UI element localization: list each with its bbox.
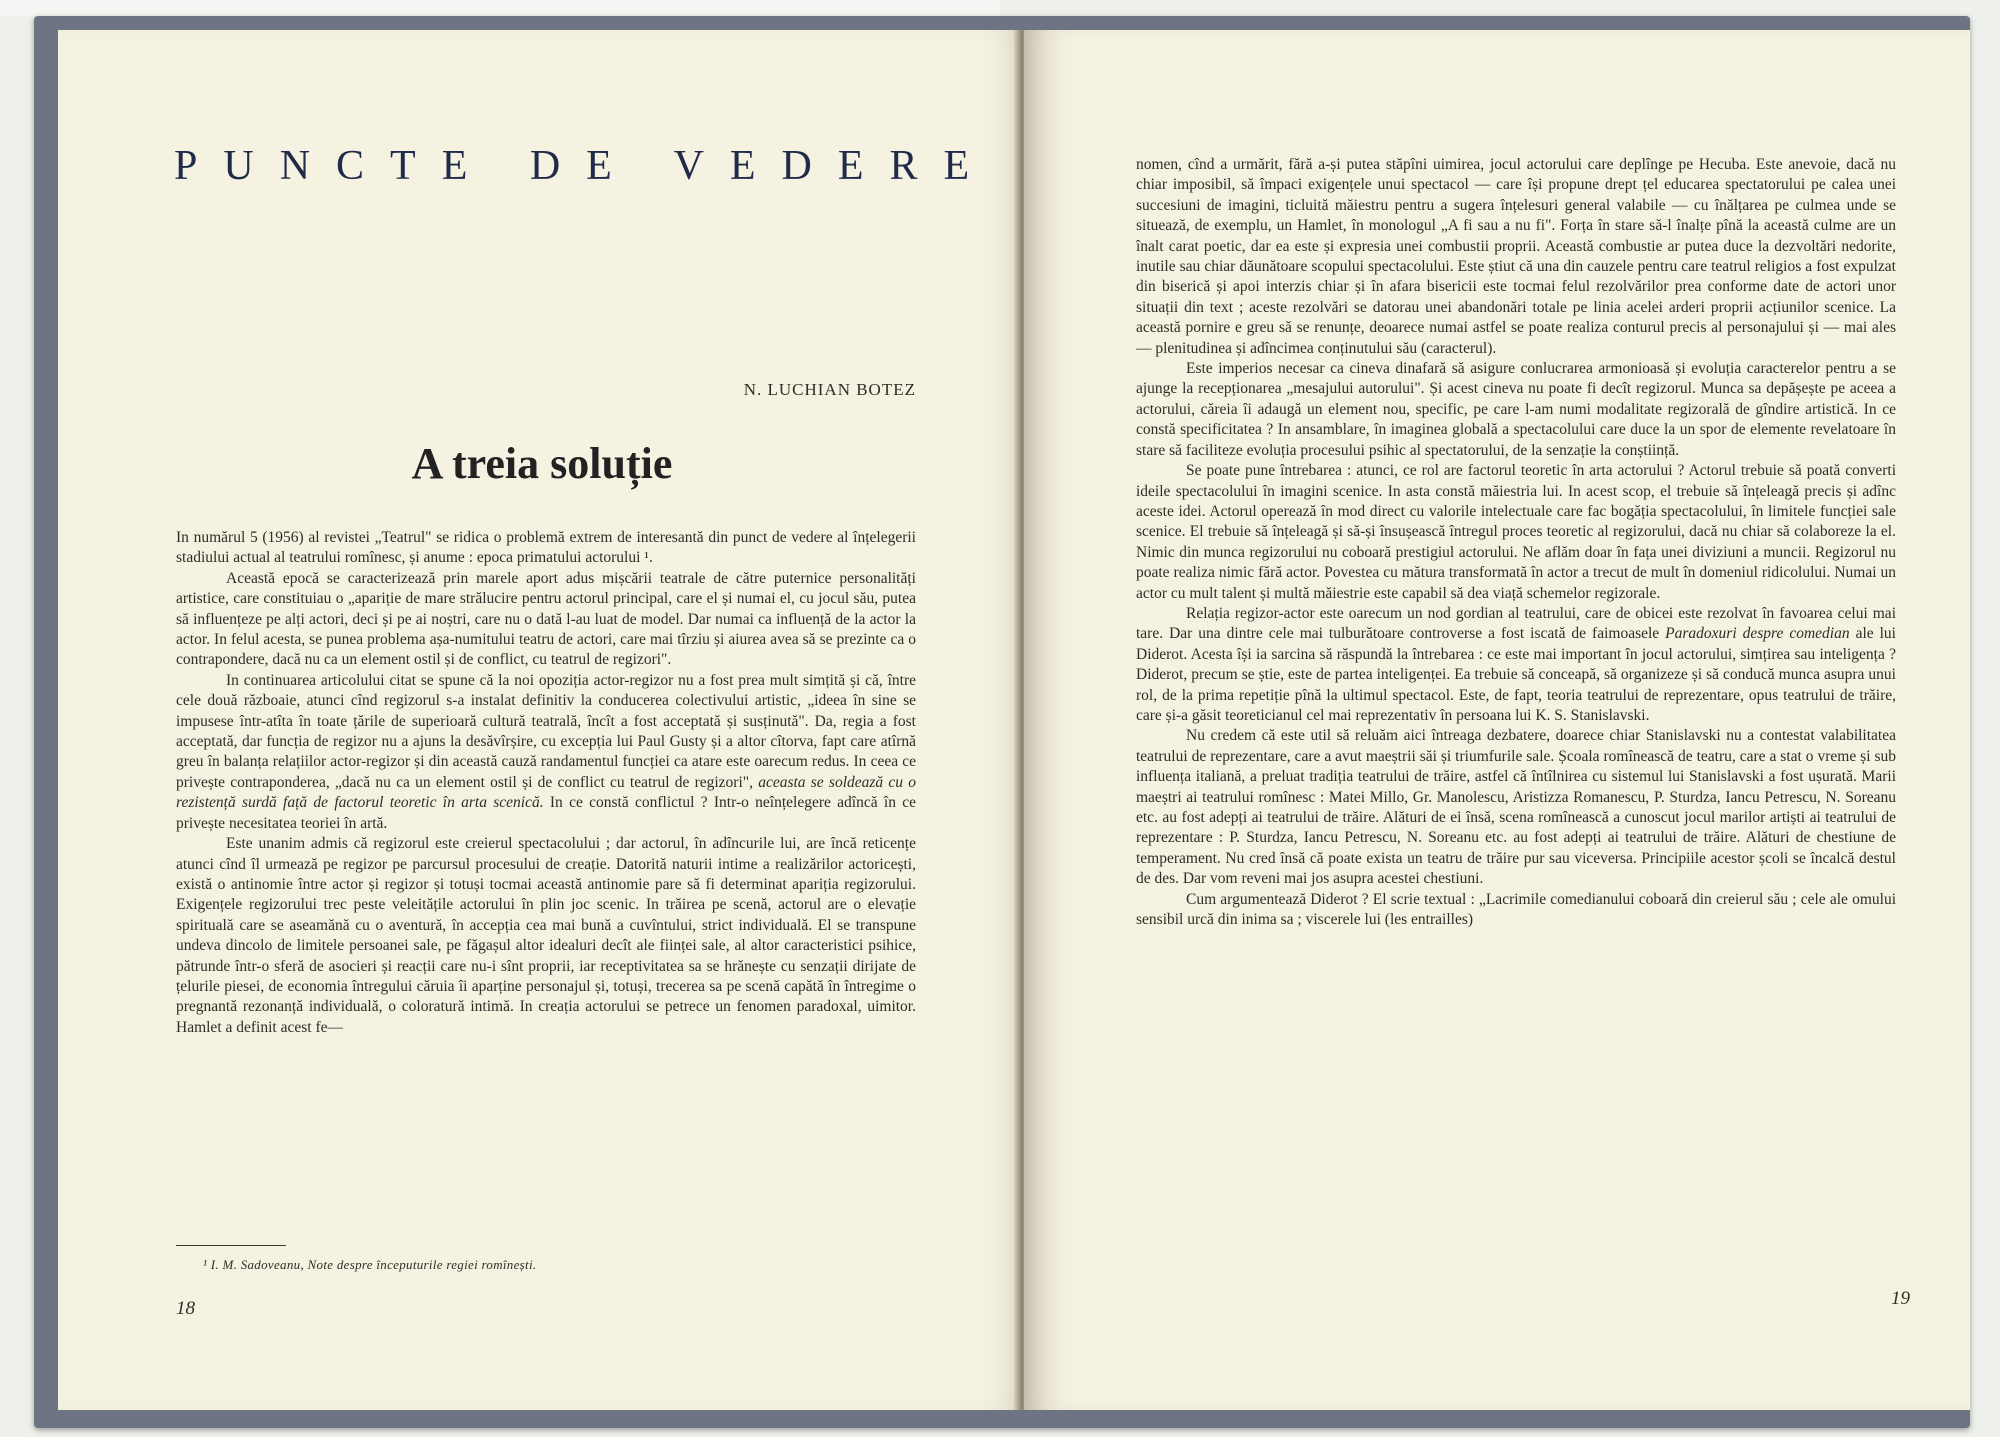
right-page — [1024, 30, 1970, 1410]
page-number: 18 — [176, 1298, 195, 1319]
paragraph-text: ale lui Diderot. Acesta își ia sarcina să răspundă la întrebarea : ce este mai important în jocul actorului, simțirea sau inteligența ? Diderot, precum se știe, este de partea inteligenței. Ea trebuie să conceapă, să organizeze și să conducă munca asupra unui rol, de la prima repetiție pînă la ultimul spectacol. Este, de fapt, teoria teatrului de reprezentare, opus teatrului de trăire, care și-a găsit teoreticianul cel mai reprezentativ în persoana lui K. S. Stanislavski. — [1136, 625, 1896, 724]
page-number: 19 — [1891, 1288, 1910, 1309]
emphasized-text: Paradoxuri despre comedian — [1665, 625, 1850, 643]
paragraph: Nu credem că este util să reluăm aici întreaga dezbatere, doarece chiar Stanislavski nu a contestat valabilitatea teatrului de reprezentare, care a avut maeștrii săi și triumfurile sale. Școala romînească de teatru, care a stat o vreme și sub influența italiană, a preluat tradiția teatrului de trăire, astfel că întîlnirea cu sistemul lui Stanislavski a fost ușurată. Marii maeștri ai teatrului romînesc : Matei Millo, Gr. Manolescu, Aristizza Romanescu, P. Sturdza, Iancu Petrescu, N. Soreanu etc. au fost adepți ai teatrului de trăire. Alături de ei însă, scena romînească a cunoscut jocul marilor artiști ai teatrului de reprezentare : P. Sturdza, Iancu Petrescu, N. Soreanu etc. au fost adepți ai teatrului de trăire. Alături de chestiune de temperament. Nu cred însă că poate exista un teatru de trăire pur sau viceversa. Principiile acestor școli se încalcă destul de des. Dar vom reveni mai jos asupra acestei chestiuni. — [1136, 727, 1896, 888]
paragraph-text: In continuarea articolului citat se spune că la noi opoziția actor-regizor nu a fost prea mult simțită și că, între cele două războaie, atunci cînd regizorul s-a instalat definitiv la conducerea colectivului artistic, „ideea în sine se impusese într-atîta în toate țările de superioară cultură teatrală, încît a fost acceptată și susținută". Da, regia a fost acceptată, dar funcția de regizor nu a ajuns la desăvîrșire, cu excepția lui Paul Gusty și a altor cîtorva, fapt care atîrnă greu în balanța relațiilor actor-regizor și din această cauză randamentul funcției ca atare este oarecum redus. In ceea ce privește contraponderea, „dacă nu ca un element ostil și de conflict cu teatrul de regizori", — [176, 671, 916, 791]
paragraph: Este unanim admis că regizorul este creierul spectacolului ; dar actorul, în adîncurile lui, are încă reticențe atunci cînd îl urmează pe regizor pe parcursul procesului de creație. Datorită naturii intime a realizărilor actoricești, există o antinomie între actor și regizor și totuși tocmai această antinomie pare să fi determinat apariția regizorului. Exigențele regizorului trec peste veleitățile actorului în plin joc scenic. In trăirea pe scenă, actorul are o elevație spirituală care se aseamănă cu o aventură, în accepția cea mai bună a cuvîntului, strict individuală. El se transpune undeva dincolo de limitele persoanei sale, pe făgașul altor idealuri decît ale ființei sale, al altor caracteristici psihice, pătrunde într-o sferă de asocieri și reacții care nu-i sînt proprii, iar receptivitatea sa se hrănește cu senzații dirijate de țelurile piesei, de economia întregului căruia îi aparține personajul și, totuși, trecerea sa pe scenă capătă în întregime o pregnantă rezonanță individuală, o coloratură intimă. In creația actorului se petrece un fenomen paradoxal, uimitor. Hamlet a definit acest fe— — [176, 835, 916, 1036]
paragraph-text: Relația regizor-actor este oarecum un nod gordian al teatrului, care de obicei este rezolvat în favoarea celui mai tare. Dar una dintre cele mai tulburătoare controverse a fost iscată de faimoasele — [1136, 604, 1896, 643]
article-author: N. LUCHIAN BOTEZ — [743, 380, 916, 399]
paragraph: nomen, cînd a urmărit, fără a-și putea stăpîni uimirea, jocul actorului care deplînge pe Hecuba. Este anevoie, dacă nu chiar imposibil, să împaci exigențele unui spectacol — care își propune drept țel educarea spectatorului pe calea unei succesiuni de imagini, ticluită măiestru pentru a sugera înțelesuri general valabile — cu înălțarea pe culmea unde se situează, de exemplu, un Hamlet, în monologul „A fi sau a nu fi". Forța în stare să-l înalțe pînă la această culme are un înalt carat poetic, dar ea este și expresia unei combustii proprii. Această combustie ar putea duce la dezvoltări nedorite, inutile sau chiar dăunătoare scopului spectacolului. Este știut că una din cauzele pentru care teatrul religios a fost expulzat din biserică și apoi interzis chiar și în afara bisericii este tocmai felul rezolvărilor prea conforme date de actori unor situații din text ; aceste rezolvări se datorau unei abandonări totale pe linia acelei arderi proprii acțiunilor scenice. La această pornire e greu să se renunțe, deoarece numai astfel se poate realiza conturul precis al personajului și — mai ales — plenitudinea și adîncimea conținutului său (caracterul). — [1136, 156, 1896, 357]
paragraph: Este imperios necesar ca cineva dinafară să asigure conlucrarea armonioasă și evoluția caracterelor pentru a se ajunge la recepționarea „mesajului autorului". Și acest cineva nu poate fi decît regizorul. Munca sa depășește pe aceea a actorului, căreia îi adaugă un element nou, specific, pe care l-am numi modalitate regizorală de gîndire artistică. In ce constă specificitatea ? In ansamblare, în imaginea globală a spectacolului care duce la un spor de elemente revelatoare în stare să faciliteze evoluția procesului psihic al spectatorului, de la senzație la conștiință. — [1136, 360, 1896, 459]
paragraph — [1136, 604, 1896, 726]
section-heading: PUNCTE DE VEDERE — [174, 143, 996, 189]
left-page-body — [176, 528, 916, 1038]
footnote-divider — [176, 1245, 286, 1246]
paragraph: In numărul 5 (1956) al revistei „Teatrul" se ridica o problemă extrem de interesantă din punct de vedere al înțelegerii stadiului actual al teatrului romînesc, și anume : epoca primatului actorului ¹. — [176, 529, 916, 567]
footnote: ¹ I. M. Sadoveanu, Note despre începuturile regiei romînești. — [203, 1257, 537, 1272]
paragraph-text: In ce constă conflictul ? Intr-o neînțelegere adîncă în ce privește necesitatea teoriei în artă. — [176, 794, 916, 832]
scan-background-strip — [0, 0, 1000, 16]
left-page — [58, 30, 1026, 1410]
paragraph — [176, 671, 916, 834]
emphasized-text: aceasta se soldează cu o rezistență surdă față de factorul teoretic în arta scenică. — [176, 773, 916, 812]
right-page-body — [1136, 155, 1896, 930]
article-title: A treia soluție — [411, 439, 673, 488]
paragraph: Această epocă se caracterizează prin marele aport adus mișcării teatrale de către puternice personalități artistice, care constituiau o „apariție de mare strălucire pentru actorul principal, care el și numai el, cu jocul său, putea să influențeze pe alți actori, deci și pe ai noștri, care nu o dată l-au luat de model. Dar numai ca influență de la actor la actor. In felul acesta, se punea problema așa-numitului teatru de actori, care mai tîrziu și aiurea avea să se prezinte ca o contrapondere, dacă nu ca un element ostil și de conflict, cu teatrul de regizori". — [176, 569, 916, 669]
paragraph: Cum argumentează Diderot ? El scrie textual : „Lacrimile comedianului coboară din creierul său ; cele ale omului sensibil urcă din inima sa ; viscerele lui (les entrailles) — [1136, 890, 1896, 929]
paragraph: Se poate pune întrebarea : atunci, ce rol are factorul teoretic în arta actorului ? Actorul trebuie să poată converti ideile spectacolului în imagini scenice. In asta constă măiestria lui. In acest scop, el trebuie să înțeleagă precis și adînc aceste idei. Actorul operează în mod direct cu valorile intelectuale care fac bogăția spectacolului, în limitele funcției sale scenice. El trebuie să înțeleagă și să-și însușească întregul proces teoretic al regizorului, dacă nu chiar să colaboreze la el. Nimic din munca regizorului nu coboară prestigiul actorului. Ne aflăm doar în fața unei diviziuni a muncii. Regizorul nu poate realiza nimic fără actor. Povestea cu mătura transformată în actor a trecut de mult în domeniul ridicolului. Numai un actor cu mult talent și multă măiestrie este capabil să dea viață schemelor regizorale. — [1136, 462, 1896, 602]
